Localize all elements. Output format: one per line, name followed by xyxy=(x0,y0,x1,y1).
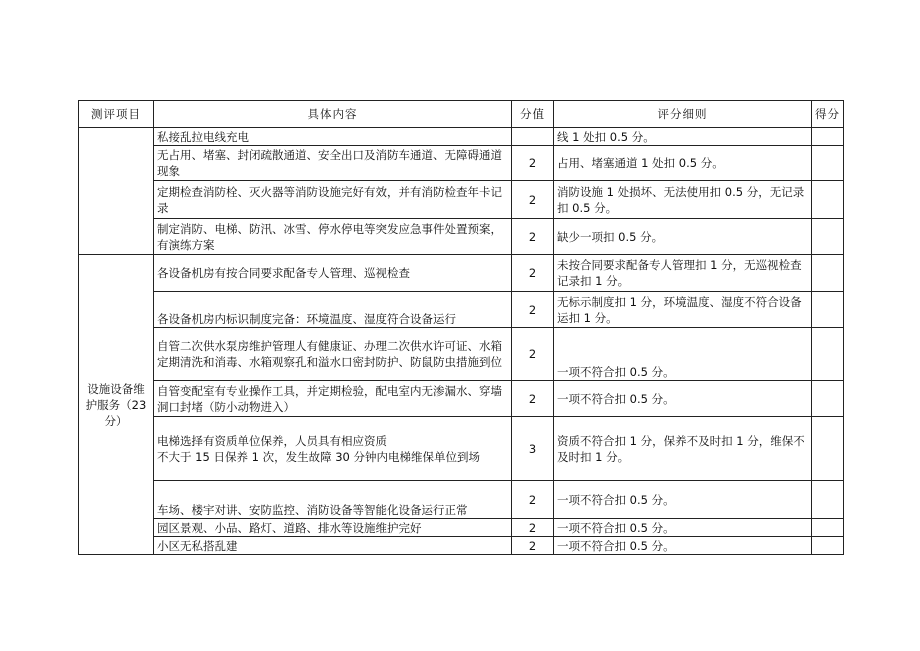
table-row xyxy=(79,519,844,537)
table-row xyxy=(79,417,844,481)
content-cell: 各设备机房内标识制度完备：环境温度、湿度符合设备运行 xyxy=(154,292,512,328)
table-row xyxy=(79,128,844,146)
score-cell: 2 xyxy=(512,219,554,255)
got-cell[interactable] xyxy=(812,181,844,219)
score-cell: 2 xyxy=(512,181,554,219)
header-content: 具体内容 xyxy=(154,101,512,128)
score-cell: 2 xyxy=(512,537,554,555)
content-cell: 定期检查消防栓、灭火器等消防设施完好有效，并有消防检查年卡记录 xyxy=(154,181,512,219)
score-cell: 2 xyxy=(512,292,554,328)
content-cell: 园区景观、小品、路灯、道路、排水等设施维护完好 xyxy=(154,519,512,537)
rule-cell: 线 1 处扣 0.5 分。 xyxy=(554,128,812,146)
table-row xyxy=(79,537,844,555)
score-cell: 2 xyxy=(512,519,554,537)
got-cell[interactable] xyxy=(812,219,844,255)
table-header-row xyxy=(79,101,844,128)
score-cell xyxy=(512,128,554,146)
content-line: 不大于 15 日保养 1 次，发生故障 30 分钟内电梯维保单位到场 xyxy=(157,449,481,464)
content-cell xyxy=(154,417,512,481)
header-item: 测评项目 xyxy=(79,101,154,128)
table-row xyxy=(79,292,844,328)
content-cell: 各设备机房有按合同要求配备专人管理、巡视检查 xyxy=(154,255,512,292)
rule-cell: 占用、堵塞通道 1 处扣 0.5 分。 xyxy=(554,146,812,181)
rule-cell: 未按合同要求配备专人管理扣 1 分，无巡视检查记录扣 1 分。 xyxy=(554,255,812,292)
scoring-table xyxy=(78,100,844,555)
score-cell: 2 xyxy=(512,146,554,181)
got-cell[interactable] xyxy=(812,417,844,481)
table-row xyxy=(79,255,844,292)
rule-cell: 资质不符合扣 1 分，保养不及时扣 1 分，维保不及时扣 1 分。 xyxy=(554,417,812,481)
content-cell: 小区无私搭乱建 xyxy=(154,537,512,555)
got-cell[interactable] xyxy=(812,481,844,519)
header-got: 得分 xyxy=(812,101,844,128)
got-cell[interactable] xyxy=(812,255,844,292)
table-row xyxy=(79,328,844,381)
rule-cell: 一项不符合扣 0.5 分。 xyxy=(554,481,812,519)
score-cell: 2 xyxy=(512,481,554,519)
content-cell: 车场、楼宇对讲、安防监控、消防设备等智能化设备运行正常 xyxy=(154,481,512,519)
rule-cell: 缺少一项扣 0.5 分。 xyxy=(554,219,812,255)
got-cell[interactable] xyxy=(812,328,844,381)
score-cell: 2 xyxy=(512,328,554,381)
got-cell[interactable] xyxy=(812,381,844,417)
rule-cell: 一项不符合扣 0.5 分。 xyxy=(554,537,812,555)
score-cell: 3 xyxy=(512,417,554,481)
category-cell-blank xyxy=(79,128,154,255)
content-line: 电梯选择有资质单位保养，人员具有相应资质 xyxy=(157,433,387,448)
content-cell: 无占用、堵塞、封闭疏散通道、安全出口及消防车通道、无障碍通道现象 xyxy=(154,146,512,181)
category-cell: 设施设备维护服务（23 分） xyxy=(79,255,154,555)
rule-cell: 一项不符合扣 0.5 分。 xyxy=(554,519,812,537)
table-row xyxy=(79,146,844,181)
table-row xyxy=(79,381,844,417)
got-cell[interactable] xyxy=(812,128,844,146)
content-cell: 自管二次供水泵房维护管理人有健康证、办理二次供水许可证、水箱定期清洗和消毒、水箱观察孔和溢水口密封防护、防鼠防虫措施到位 xyxy=(154,328,512,381)
score-cell: 2 xyxy=(512,255,554,292)
table-row xyxy=(79,181,844,219)
got-cell[interactable] xyxy=(812,537,844,555)
got-cell[interactable] xyxy=(812,146,844,181)
header-rule: 评分细则 xyxy=(554,101,812,128)
score-cell: 2 xyxy=(512,381,554,417)
content-cell: 制定消防、电梯、防汛、冰雪、停水停电等突发应急事件处置预案，有演练方案 xyxy=(154,219,512,255)
rule-cell: 消防设施 1 处损坏、无法使用扣 0.5 分，无记录扣 0.5 分。 xyxy=(554,181,812,219)
rule-cell: 一项不符合扣 0.5 分。 xyxy=(554,328,812,381)
rule-cell: 一项不符合扣 0.5 分。 xyxy=(554,381,812,417)
table-row xyxy=(79,219,844,255)
content-cell: 自管变配室有专业操作工具，并定期检验，配电室内无渗漏水、穿墙洞口封堵（防小动物进入） xyxy=(154,381,512,417)
header-score: 分值 xyxy=(512,101,554,128)
content-cell: 私接乱拉电线充电 xyxy=(154,128,512,146)
got-cell[interactable] xyxy=(812,519,844,537)
table-row xyxy=(79,481,844,519)
got-cell[interactable] xyxy=(812,292,844,328)
rule-cell: 无标示制度扣 1 分，环境温度、湿度不符合设备运扣 1 分。 xyxy=(554,292,812,328)
